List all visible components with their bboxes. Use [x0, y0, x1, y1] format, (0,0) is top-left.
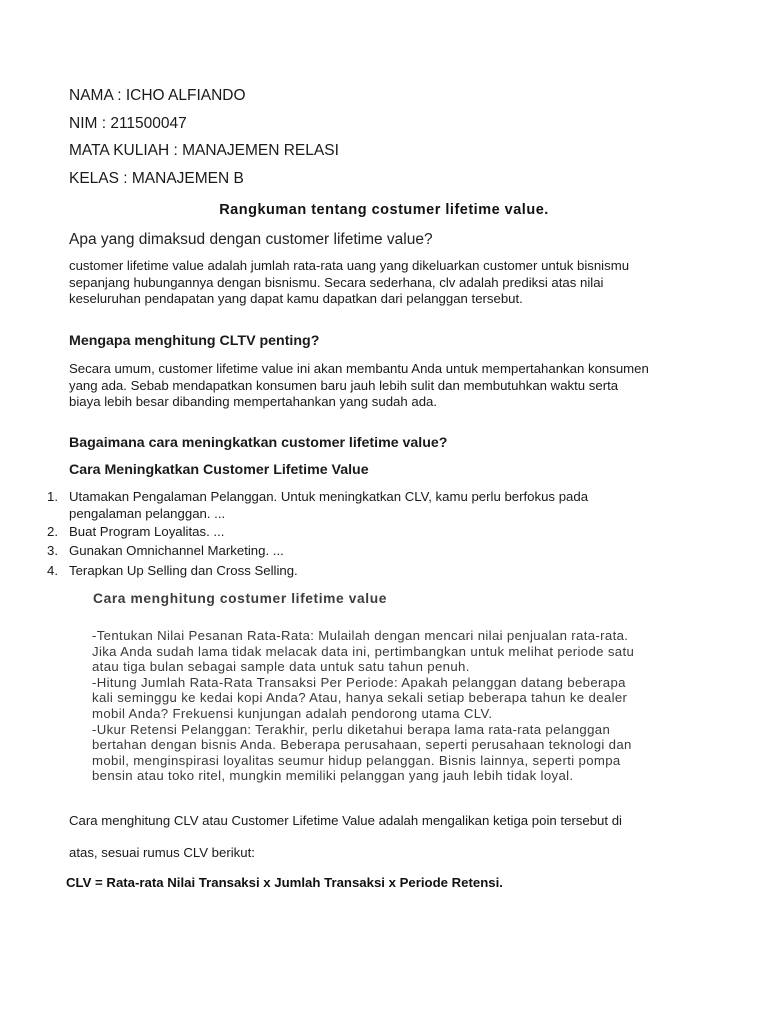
- list-item-line: Gunakan Omnichannel Marketing. ...: [69, 543, 284, 558]
- question-heading: Apa yang dimaksud dengan customer lifetime value?: [69, 231, 433, 248]
- clv-formula: CLV = Rata-rata Nilai Transaksi x Jumlah Transaksi x Periode Retensi.: [66, 875, 503, 890]
- calculation-steps: [92, 628, 634, 784]
- conclusion-line: Cara menghitung CLV atau Customer Lifetime Value adalah mengalikan ketiga poin tersebut di: [69, 813, 622, 828]
- step-line: atau tiga bulan sebagai sample data untuk satu tahun penuh.: [92, 659, 470, 675]
- step-line: Jika Anda sudah lama tidak melacak data ini, pertimbangkan untuk melihat periode satu: [92, 643, 635, 659]
- class-name: KELAS : MANAJEMEN B: [69, 170, 244, 187]
- paragraph-line: keseluruhan pendapatan yang dapat kamu dapatkan dari pelanggan tersebut.: [69, 291, 523, 306]
- list-item-line: Utamakan Pengalaman Pelanggan. Untuk meningkatkan CLV, kamu perlu berfokus pada: [69, 489, 589, 504]
- step-line: -Hitung Jumlah Rata-Rata Transaksi Per Periode: Apakah pelanggan datang beberapa: [92, 674, 626, 690]
- list-item-line: pengalaman pelanggan. ...: [69, 505, 226, 521]
- importance-paragraph: [69, 361, 649, 411]
- definition-paragraph: [69, 258, 629, 308]
- student-name: NAMA : ICHO ALFIANDO: [69, 87, 246, 104]
- list-number: 4.: [47, 563, 58, 578]
- step-line: mobil, menginspirasi loyalitas seumur hidup pelanggan. Bisnis lainnya, seperti pompa: [92, 752, 621, 768]
- conclusion-line: atas, sesuai rumus CLV berikut:: [69, 845, 255, 860]
- step-line: kali seminggu ke kedai kopi Anda? Atau, hanya sekali setiap beberapa tahun ke dealer: [92, 690, 628, 706]
- step-line: mobil Anda? Frekuensi kunjungan adalah pendorong utama CLV.: [92, 705, 493, 721]
- importance-heading: Mengapa menghitung CLTV penting?: [69, 333, 320, 349]
- calculation-heading: Cara menghitung costumer lifetime value: [93, 591, 388, 606]
- student-nim: NIM : 211500047: [69, 115, 187, 132]
- list-item-line: Buat Program Loyalitas. ...: [69, 524, 225, 539]
- list-number: 3.: [47, 543, 58, 558]
- paragraph-line: sepanjang hubungannya dengan bisnismu. Secara sederhana, clv adalah prediksi atas nilai: [69, 274, 604, 290]
- step-line: -Tentukan Nilai Pesanan Rata-Rata: Mulailah dengan mencari nilai penjualan rata-rata.: [92, 628, 629, 643]
- step-line: bensin atau toko ritel, mungkin memiliki pelanggan yang jauh lebih tidak loyal.: [92, 768, 574, 784]
- step-line: -Ukur Retensi Pelanggan: Terakhir, perlu diketahui berapa lama rata-rata pelanggan: [92, 721, 611, 737]
- step-line: bertahan dengan bisnis Anda. Beberapa perusahaan, seperti perusahaan teknologi dan: [92, 737, 632, 753]
- list-item-line: Terapkan Up Selling dan Cross Selling.: [69, 563, 298, 578]
- paragraph-line: yang ada. Sebab mendapatkan konsumen baru jauh lebih sulit dan membutuhkan waktu serta: [69, 377, 619, 393]
- improve-question-heading: Bagaimana cara meningkatkan customer lifetime value?: [69, 435, 448, 451]
- improve-heading: Cara Meningkatkan Customer Lifetime Value: [69, 462, 369, 478]
- paragraph-line: Secara umum, customer lifetime value ini akan membantu Anda untuk mempertahankan konsumen: [69, 361, 649, 376]
- list-number: 2.: [47, 524, 58, 539]
- course-name: MATA KULIAH : MANAJEMEN RELASI: [69, 142, 339, 159]
- paragraph-line: biaya lebih besar dibanding mempertahankan yang sudah ada.: [69, 394, 438, 409]
- paragraph-line: customer lifetime value adalah jumlah rata-rata uang yang dikeluarkan customer untuk bisnismu: [69, 258, 630, 273]
- document-title: Rangkuman tentang costumer lifetime value.: [219, 202, 549, 218]
- list-number: 1.: [47, 489, 58, 504]
